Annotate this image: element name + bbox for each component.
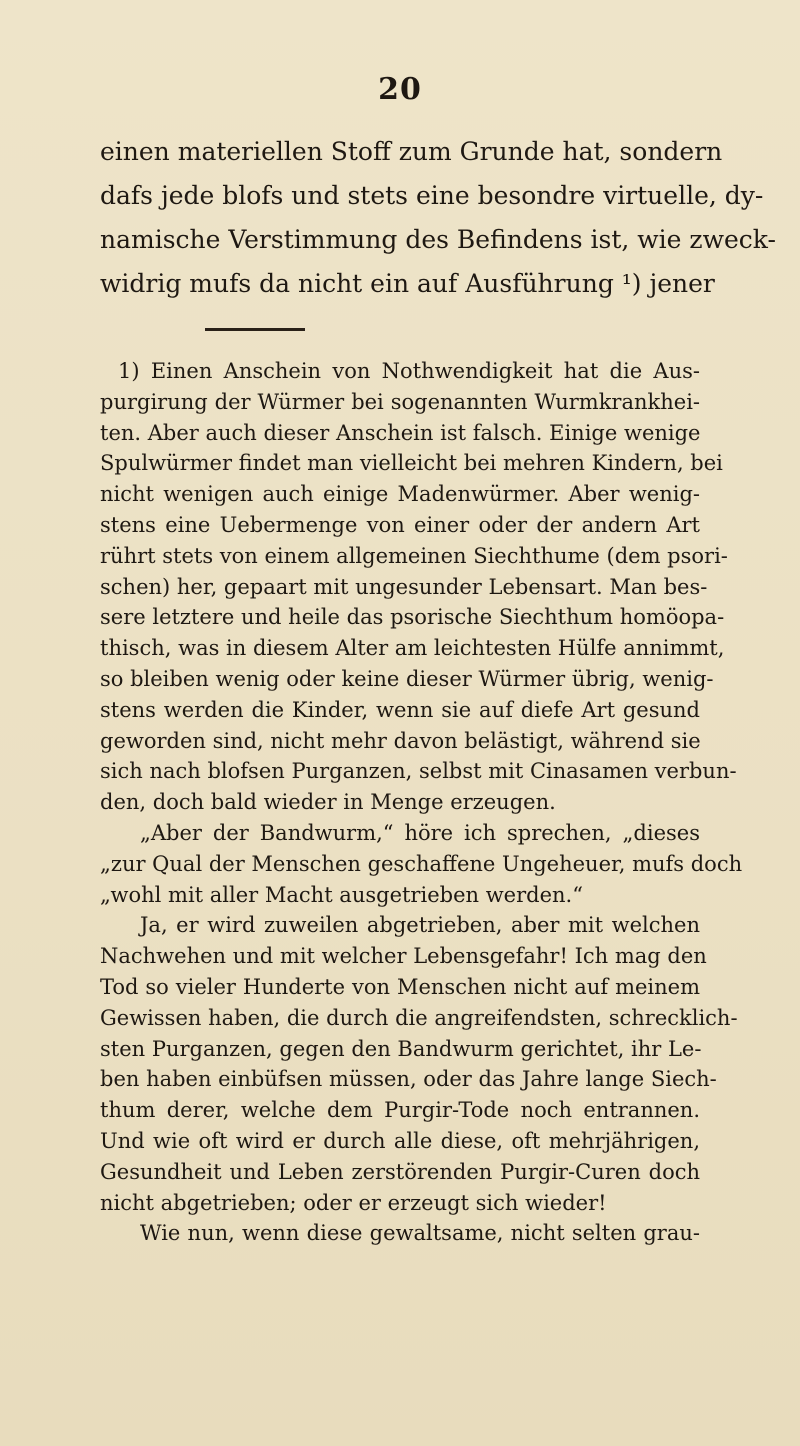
main-text-block [100,130,776,306]
footnote-line: ten. Aber auch dieser Anschein ist falsch. Einige wenige [100,420,701,445]
footnote-line: den, doch bald wieder in Menge erzeugen. [100,790,556,815]
footnote-line: Und wie oft wird er durch alle diese, oft mehrjährigen, [100,1128,700,1153]
footnote-line: Spulwürmer findet man vielleicht bei mehren Kindern, bei [100,451,723,476]
footnote-line: nicht abgetrieben; oder er erzeugt sich wieder! [100,1190,607,1215]
footnote-line: ben haben einbüfsen müssen, oder das Jahre lange Siech- [100,1067,717,1092]
footnote-line: Gewissen haben, die durch die angreifendsten, schrecklich- [100,1005,738,1030]
footnote-line: sten Purganzen, gegen den Bandwurm gerichtet, ihr Le- [100,1036,702,1061]
main-text-line: dafs jede blofs und stets eine besondre virtuelle, dy- [100,181,764,210]
footnote-line: sich nach blofsen Purganzen, selbst mit Cinasamen verbun- [100,759,737,784]
footnote-line: Ja, er wird zuweilen abgetrieben, aber mit welchen [140,913,700,938]
footnote-line: thisch, was in diesem Alter am leichtesten Hülfe annimmt, [100,636,725,661]
footnote-line: stens werden die Kinder, wenn sie auf diefe Art gesund [100,697,700,722]
footnote-block [100,356,743,1249]
footnote-line: 1) Einen Anschein von Nothwendigkeit hat die Aus- [118,359,700,383]
footnote-line: „wohl mit aller Macht ausgetrieben werden.“ [100,882,583,907]
footnote-line: geworden sind, nicht mehr davon belästigt, während sie [100,728,701,753]
footnote-line: rührt stets von einem allgemeinen Siechthume (dem psori- [100,543,728,568]
footnote-line: Tod so vieler Hunderte von Menschen nicht auf meinem [100,974,700,999]
footnote-line: „Aber der Bandwurm,“ höre ich sprechen, „dieses [140,820,700,845]
page-number: 20 [378,72,422,107]
footnote-line: „zur Qual der Menschen geschaffene Ungeheuer, mufs doch [100,851,743,876]
main-text-line: namische Verstimmung des Befindens ist, wie zweck- [100,225,776,254]
footnote-line: sere letztere und heile das psorische Siechthum homöopa- [100,605,725,630]
footnote-line: Gesundheit und Leben zerstörenden Purgir-Curen doch [100,1159,700,1184]
footnote-line: Nachwehen und mit welcher Lebensgefahr! Ich mag den [100,944,707,969]
footnote-line: nicht wenigen auch einige Madenwürmer. Aber wenig- [100,482,700,507]
footnote-divider [205,328,305,331]
footnote-line: so bleiben wenig oder keine dieser Würmer übrig, wenig- [100,666,714,691]
footnote-line: Wie nun, wenn diese gewaltsame, nicht selten grau- [140,1221,700,1246]
footnote-line: schen) her, gepaart mit ungesunder Lebensart. Man bes- [100,574,708,599]
footnote-line: stens eine Uebermenge von einer oder der andern Art [100,512,700,537]
footnote-line: thum derer, welche dem Purgir-Tode noch entrannen. [100,1098,700,1123]
main-text-line: widrig mufs da nicht ein auf Ausführung ¹) jener [100,269,715,298]
footnote-line: purgirung der Würmer bei sogenannten Wurmkrankhei- [100,389,700,414]
main-text-line: einen materiellen Stoff zum Grunde hat, sondern [100,137,723,166]
